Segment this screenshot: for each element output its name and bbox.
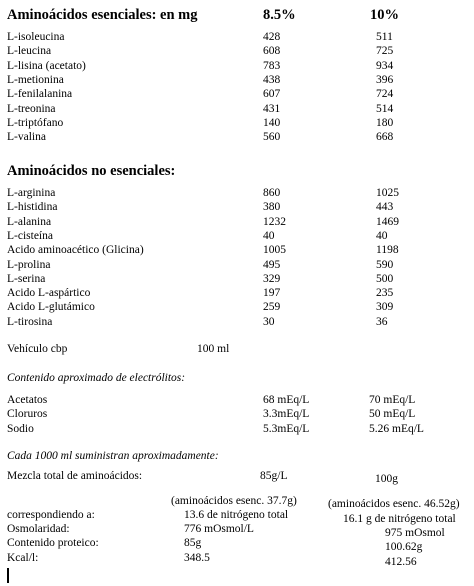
- osm-v1: 776 mOsmol/L: [184, 523, 254, 535]
- kcal-v2: 412.56: [385, 556, 417, 568]
- col-8-5-header: 8.5%: [263, 7, 296, 23]
- electrolyte-v1: 5.3mEq/L: [263, 422, 310, 435]
- electrolyte-name: Sodio: [7, 422, 34, 435]
- electrolyte-row: [0, 393, 474, 407]
- nonessential-name: Acido L-aspártico: [7, 287, 91, 300]
- essential-v2: 668: [376, 131, 394, 144]
- nonessential-v2: 500: [376, 272, 394, 285]
- electrolyte-v2: 70 mEq/L: [369, 394, 416, 406]
- essential-row: [0, 116, 474, 130]
- nonessential-v1: 259: [263, 301, 281, 314]
- essential-v1: 428: [263, 31, 281, 43]
- mixture-label: Mezcla total de aminoácidos:: [7, 470, 143, 482]
- nonessential-name: L-serina: [7, 272, 46, 285]
- electrolyte-name: Cloruros: [7, 408, 48, 421]
- essential-name: L-fenilalanina: [7, 88, 73, 101]
- electrolyte-name: Acetatos: [7, 394, 48, 406]
- nonessential-title: Aminoácidos no esenciales:: [7, 163, 176, 179]
- essential-v2: 724: [376, 88, 394, 101]
- nonessential-name: L-prolina: [7, 258, 51, 271]
- protein-row: [0, 536, 474, 553]
- vehicle-label: Vehículo cbp: [7, 343, 68, 355]
- electrolyte-v1: 3.3mEq/L: [263, 408, 310, 421]
- esenc-v2: (aminoácidos esenc. 46.52g): [328, 498, 460, 510]
- nonessential-v1: 495: [263, 258, 281, 271]
- essential-name: L-lisina (acetato): [7, 59, 86, 72]
- essential-row: [0, 30, 474, 44]
- nonessential-name: L-arginina: [7, 187, 56, 199]
- essential-v1: 140: [263, 116, 281, 129]
- essential-v1: 438: [263, 73, 281, 86]
- essential-row: [0, 130, 474, 144]
- nonessential-v1: 329: [263, 272, 281, 285]
- electrolyte-row: [0, 422, 474, 436]
- nonessential-v2: 36: [376, 315, 388, 328]
- protein-v1: 85g: [184, 537, 202, 549]
- essential-v2: 934: [376, 59, 394, 72]
- essential-v2: 725: [376, 45, 394, 58]
- nitrogen-v1: 13.6 de nitrógeno total: [184, 509, 289, 521]
- essential-name: L-metionina: [7, 73, 64, 86]
- electrolyte-v1: 68 mEq/L: [263, 394, 310, 406]
- essential-title: Aminoácidos esenciales: en mg: [7, 7, 198, 23]
- essential-name: L-triptófano: [7, 116, 64, 129]
- nonessential-v1: 860: [263, 187, 281, 199]
- esenc-v1: (aminoácidos esenc. 37.7g): [171, 495, 297, 507]
- nonessential-v1: 40: [263, 229, 275, 242]
- essential-row: [0, 102, 474, 116]
- nonessential-v1: 30: [263, 315, 275, 328]
- nonessential-row: [0, 200, 474, 214]
- corresponding-row: [0, 508, 474, 525]
- nonessential-row: [0, 315, 474, 329]
- essential-v1: 783: [263, 59, 281, 72]
- mixture-v2: 100g: [375, 473, 398, 485]
- nonessential-v2: 1198: [376, 244, 399, 257]
- mixture-row: [0, 469, 474, 483]
- nonessential-v1: 1005: [263, 244, 286, 257]
- kcal-label: Kcal/l:: [7, 552, 39, 564]
- essential-v2: 396: [376, 73, 394, 86]
- nonessential-row: [0, 300, 474, 314]
- essential-name: L-isoleucina: [7, 31, 65, 43]
- nonessential-name: L-histidina: [7, 201, 58, 214]
- essential-v1: 431: [263, 102, 281, 115]
- mixture-v1: 85g/L: [260, 470, 288, 482]
- nonessential-v1: 380: [263, 201, 281, 214]
- nonessential-name: L-alanina: [7, 215, 52, 228]
- electrolyte-row: [0, 407, 474, 421]
- electrolytes-title: Contenido aproximado de electrólitos:: [7, 372, 186, 384]
- per1000-title: Cada 1000 ml suministran aproximadamente:: [7, 450, 219, 462]
- essential-row: [0, 44, 474, 58]
- nonessential-v1: 1232: [263, 215, 286, 228]
- nonessential-v2: 443: [376, 201, 394, 214]
- essential-v1: 608: [263, 45, 281, 58]
- esenc-row: [0, 494, 474, 508]
- nonessential-v2: 1025: [376, 187, 399, 199]
- essential-name: L-treonina: [7, 102, 56, 115]
- electrolyte-v2: 50 mEq/L: [369, 408, 416, 421]
- nonessential-row: [0, 215, 474, 229]
- electrolyte-v2: 5.26 mEq/L: [369, 422, 424, 435]
- essential-v2: 514: [376, 102, 394, 115]
- nonessential-row: [0, 186, 474, 200]
- col-10-header: 10%: [370, 7, 399, 23]
- essential-row: [0, 73, 474, 87]
- essential-name: L-valina: [7, 131, 46, 144]
- nonessential-row: [0, 272, 474, 286]
- text-cursor[interactable]: [7, 568, 9, 583]
- nonessential-name: Acido L-glutámico: [7, 301, 95, 314]
- vehicle-row: [0, 342, 474, 356]
- essential-name: L-leucina: [7, 45, 52, 58]
- essential-v2: 180: [376, 116, 394, 129]
- essential-row: [0, 87, 474, 101]
- nitrogen-v2: 16.1 g de nitrógeno total: [343, 513, 456, 525]
- corresponding-label: correspondiendo a:: [7, 509, 95, 521]
- essential-v1: 607: [263, 88, 281, 101]
- nonessential-v2: 235: [376, 287, 394, 300]
- nonessential-v2: 1469: [376, 215, 399, 228]
- nonessential-v2: 590: [376, 258, 394, 271]
- nonessential-v2: 309: [376, 301, 394, 314]
- nonessential-row: [0, 258, 474, 272]
- vehicle-value: 100 ml: [197, 343, 230, 355]
- nonessential-name: Acido aminoacético (Glicina): [7, 244, 144, 257]
- nonessential-v1: 197: [263, 287, 281, 300]
- nonessential-row: [0, 286, 474, 300]
- osm-row: [0, 522, 474, 539]
- osm-v2: 975 mOsmol: [385, 527, 445, 539]
- essential-v2: 511: [376, 31, 393, 43]
- nonessential-row: [0, 243, 474, 257]
- protein-label: Contenido proteico:: [7, 537, 99, 549]
- kcal-row: [0, 551, 474, 568]
- nonessential-row: [0, 229, 474, 243]
- essential-v1: 560: [263, 131, 281, 144]
- osm-label: Osmolaridad:: [7, 523, 70, 535]
- essential-row: [0, 59, 474, 73]
- protein-v2: 100.62g: [385, 541, 423, 553]
- nonessential-name: L-tirosina: [7, 315, 53, 328]
- nonessential-name: L-cisteína: [7, 229, 53, 242]
- nonessential-v2: 40: [376, 229, 388, 242]
- kcal-v1: 348.5: [184, 552, 210, 564]
